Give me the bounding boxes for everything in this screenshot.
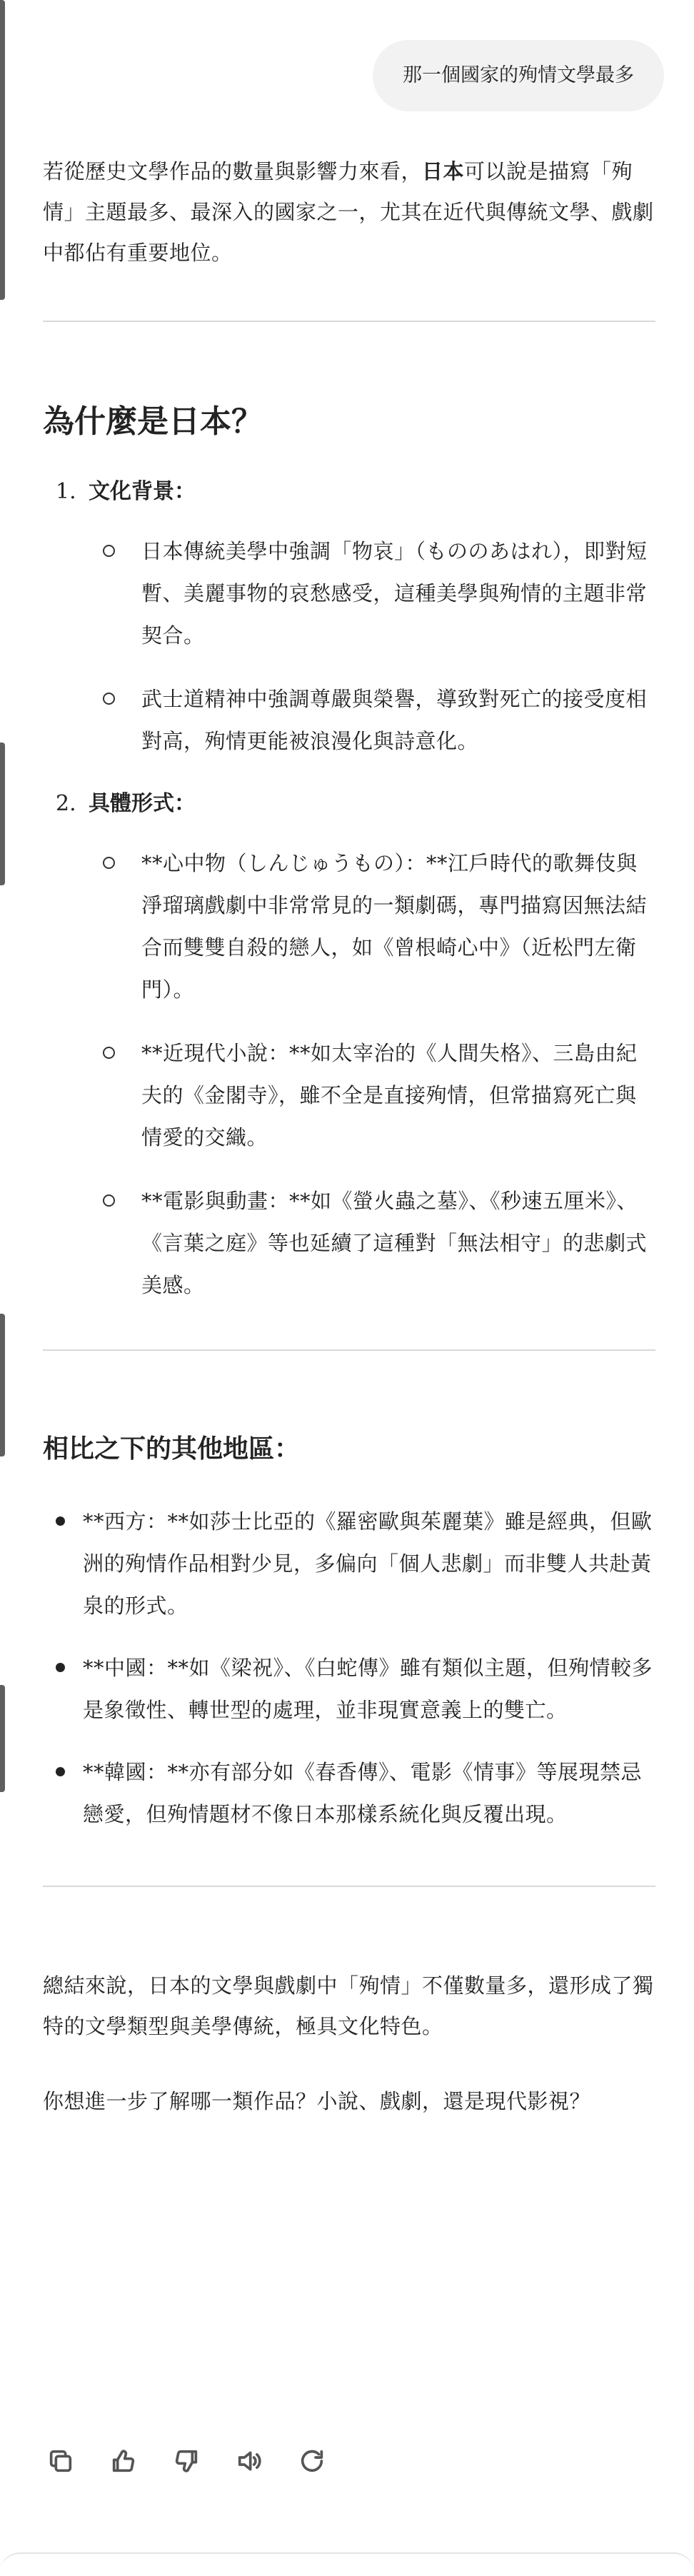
list-number: 1. xyxy=(56,479,76,504)
sub-list xyxy=(103,530,657,763)
list-item-title: 文化背景： xyxy=(89,479,196,504)
message-actions xyxy=(40,2440,333,2482)
conclusion-paragraph: 總結來說，日本的文學與戲劇中「殉情」不僅數量多，還形成了獨特的文學類型與美學傳統，極具文化特色。 xyxy=(43,1973,654,2038)
sub-list-item: **近現代小說：**如太宰治的《人間失格》、三島由紀夫的《金閣寺》，雖不全是直接殉情，但常描寫死亡與情愛的交織。 xyxy=(103,1032,657,1159)
intro-paragraph: 若從歷史文學作品的數量與影響力來看，日本可以說是描寫「殉情」主題最多、最深入的國家之一，尤其在近代與傳統文學、戲劇中都佔有重要地位。 xyxy=(43,159,654,265)
list-number: 2. xyxy=(56,791,76,816)
divider xyxy=(43,1886,655,1887)
regenerate-icon xyxy=(298,2447,326,2475)
sub-list-item: 武士道精神中強調尊嚴與榮譽，導致對死亡的接受度相對高，殉情更能被浪漫化與詩意化。 xyxy=(103,678,657,763)
list-item: **中國：**如《梁祝》、《白蛇傳》雖有類似主題，但殉情較多是象徵性、轉世型的處理，並非現實意義上的雙亡。 xyxy=(56,1647,657,1731)
others-list xyxy=(56,1501,657,1836)
divider xyxy=(43,321,655,322)
list-item xyxy=(43,472,657,763)
sub-list-item: **電影與動畫：**如《螢火蟲之墓》、《秒速五厘米》、《言葉之庭》等也延續了這種對「無法相守」的悲劇式美感。 xyxy=(103,1180,657,1307)
read-aloud-button[interactable] xyxy=(228,2440,270,2482)
divider xyxy=(43,1349,655,1351)
sub-list-item: 日本傳統美學中強調「物哀」（もののあはれ），即對短暫、美麗事物的哀愁感受，這種美學與殉情的主題非常契合。 xyxy=(103,530,657,657)
composer-edge xyxy=(0,2552,694,2576)
list-item: **西方：**如莎士比亞的《羅密歐與茱麗葉》雖是經典，但歐洲的殉情作品相對少見，多偏向「個人悲劇」而非雙人共赴黃泉的形式。 xyxy=(56,1501,657,1627)
sub-list xyxy=(103,842,657,1307)
thumbs-up-button[interactable] xyxy=(103,2440,144,2482)
bold-country: 日本 xyxy=(422,159,465,183)
followup-question: 你想進一步了解哪一類作品？小說、戲劇，還是現代影視？ xyxy=(43,2089,591,2113)
edge-mark xyxy=(0,1685,5,1792)
list-item: **韓國：**亦有部分如《春香傳》、電影《情事》等展現禁忌戀愛，但殉情題材不像日本那樣系統化與反覆出現。 xyxy=(56,1751,657,1836)
thumbs-down-button[interactable] xyxy=(166,2440,207,2482)
thumbs-down-icon xyxy=(172,2447,201,2475)
list-item-title: 具體形式： xyxy=(89,791,196,816)
sub-list-item: **心中物（しんじゅうもの）：**江戶時代的歌舞伎與淨瑠璃戲劇中非常常見的一類劇碼，專門描寫因無法結合而雙雙自殺的戀人，如《曾根崎心中》（近松門左衛門）。 xyxy=(103,842,657,1011)
edge-mark xyxy=(0,0,5,300)
thumbs-up-icon xyxy=(109,2447,138,2475)
reasons-list xyxy=(43,472,657,1307)
copy-icon xyxy=(46,2447,75,2475)
user-message-bubble: 那一個國家的殉情文學最多 xyxy=(373,40,664,111)
edge-mark xyxy=(0,1314,5,1456)
speaker-icon xyxy=(235,2447,263,2475)
list-item xyxy=(43,784,657,1307)
edge-mark xyxy=(0,743,5,885)
section-title-others: 相比之下的其他地區： xyxy=(43,1434,301,1464)
copy-button[interactable] xyxy=(40,2440,81,2482)
assistant-response xyxy=(43,151,657,2122)
regenerate-button[interactable] xyxy=(291,2440,333,2482)
section-title-japan: 為什麼是日本？ xyxy=(43,403,263,440)
